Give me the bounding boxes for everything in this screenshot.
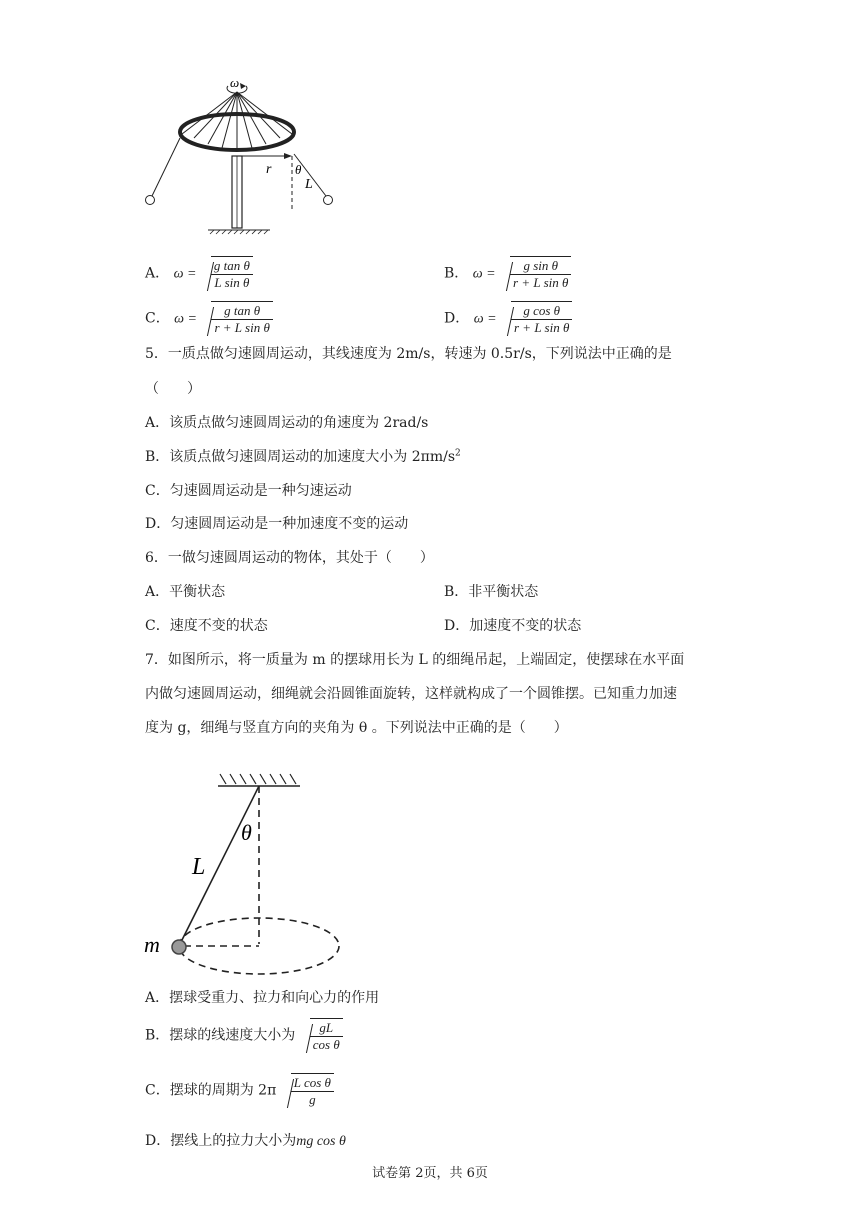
- q7-option-d[interactable]: D．摆线上的拉力大小为mg cos θ: [145, 1133, 346, 1149]
- q5-option-b[interactable]: B．该质点做匀速圆周运动的加速度大小为 $2\pi m/s^2$: [145, 448, 461, 465]
- q6-option-b[interactable]: B．非平衡状态: [444, 584, 539, 600]
- q5-option-c[interactable]: C．匀速圆周运动是一种匀速运动: [145, 483, 352, 499]
- q5-stem-line1: 5．一质点做匀速圆周运动，其线速度为 2m/s，转速为 0.5r/s，下列说法中正确的是: [145, 346, 672, 362]
- mass-label: m: [144, 932, 160, 957]
- q7-option-b[interactable]: B．摆球的线速度大小为 $\frac{gL}{\text{cos θ}}$: [145, 1018, 343, 1053]
- q7-option-a[interactable]: A．摆球受重力、拉力和向心力的作用: [145, 990, 380, 1006]
- q6-option-c[interactable]: C．速度不变的状态: [145, 618, 268, 634]
- q5-option-a[interactable]: A．该质点做匀速圆周运动的角速度为 2rad/s: [145, 415, 429, 431]
- page-footer: 试卷第 2页，共 6页: [372, 1166, 488, 1181]
- theta-label: θ: [241, 820, 252, 845]
- conical-pendulum-figure: [140, 770, 350, 980]
- q5-option-d[interactable]: D．匀速圆周运动是一种加速度不变的运动: [145, 516, 409, 532]
- q6-stem: 6．一做匀速圆周运动的物体，其处于（ ）: [145, 550, 434, 566]
- r-label: r: [266, 162, 272, 177]
- q7-stem-line2: 内做匀速圆周运动，细绳就会沿圆锥面旋转，这样就构成了一个圆锥摆。已知重力加速: [145, 686, 677, 702]
- rotating-ring-figure: [140, 72, 350, 240]
- q7-stem-line3: 度为 g，细绳与竖直方向的夹角为 θ 。下列说法中正确的是（ ）: [145, 720, 568, 736]
- q7-option-c[interactable]: C．摆球的周期为 2π $\frac{\text{L cos θ}}{g}$: [145, 1073, 334, 1108]
- theta-label: θ: [295, 162, 302, 177]
- q4-option-b[interactable]: B． ω = $\frac{\text{g sin θ}}{\text{r + L sin θ}}$: [444, 256, 571, 291]
- length-label: L: [192, 854, 206, 880]
- q4-option-a[interactable]: A． ω = $\frac{\text{g tan θ}}{\text{L sin θ}}$: [145, 256, 253, 291]
- q7-stem-line1: 7．如图所示，将一质量为 m 的摆球用长为 L 的细绳吊起，上端固定，使摆球在水平面: [145, 652, 685, 668]
- q4-option-c[interactable]: C． ω = $\frac{\text{g tan θ}}{\text{r + L sin θ}}$: [145, 301, 273, 336]
- q6-option-a[interactable]: A．平衡状态: [145, 584, 226, 600]
- q4-option-d[interactable]: D． ω = $\frac{\text{g cos θ}}{\text{r + L sin θ}}$: [444, 301, 572, 336]
- q5-stem-line2: （ ）: [145, 381, 201, 397]
- omega-label: ω: [230, 75, 240, 90]
- q6-option-d[interactable]: D．加速度不变的状态: [444, 618, 582, 634]
- length-label: L: [305, 177, 313, 192]
